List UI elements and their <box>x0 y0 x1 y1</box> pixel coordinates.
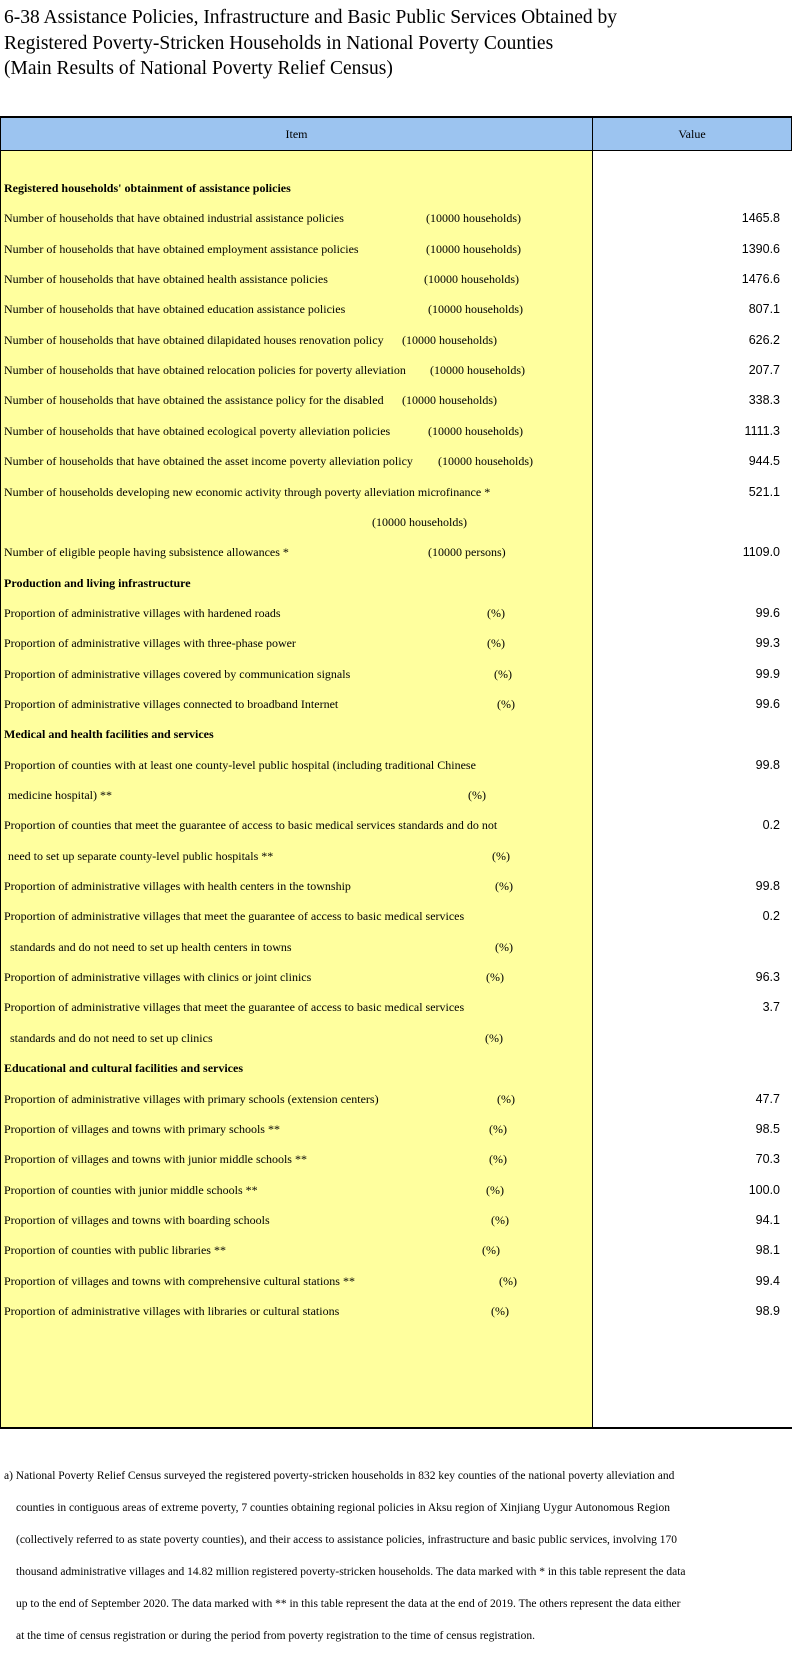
header-item: Item <box>1 118 592 150</box>
section-header-row <box>0 1052 792 1084</box>
item-value: 0.2 <box>762 909 780 924</box>
item-label: medicine hospital) ** <box>8 788 112 802</box>
item-label: Proportion of counties that meet the guarantee of access to basic medical services standards and do not <box>4 818 498 833</box>
header-rule <box>0 150 792 151</box>
table-row <box>0 233 792 265</box>
item-value: 3.7 <box>762 1000 780 1015</box>
table-row <box>0 263 792 295</box>
item-value: 99.8 <box>755 757 780 772</box>
item-value: 47.7 <box>755 1091 780 1106</box>
item-value: 99.8 <box>755 879 780 894</box>
footnote-line: at the time of census registration or during the period from poverty registration to the time of census registration. <box>16 1630 535 1642</box>
item-label: Proportion of villages and towns with junior middle schools ** <box>4 1152 307 1167</box>
table-row <box>0 324 792 356</box>
item-label: Proportion of administrative villages covered by communication signals <box>4 666 351 681</box>
item-unit: (10000 households) <box>428 423 523 438</box>
table-row <box>0 1204 792 1236</box>
item-label: Proportion of counties with public libraries ** <box>4 1243 226 1258</box>
item-unit: (%) <box>491 1212 509 1227</box>
item-label: Proportion of administrative villages connected to broadband Internet <box>4 696 339 711</box>
table-row <box>0 809 792 841</box>
table-row <box>0 1265 792 1297</box>
table-row <box>0 627 792 659</box>
item-label: Number of households that have obtained the assistance policy for the disabled <box>4 393 384 408</box>
section-title: Medical and health facilities and services <box>4 727 214 742</box>
title-line: 6-38 Assistance Policies, Infrastructure and Basic Public Services Obtained by <box>4 7 618 28</box>
item-value: 99.6 <box>755 605 780 620</box>
section-header-row <box>0 172 792 204</box>
table-row <box>0 658 792 690</box>
item-label: Number of households that have obtained relocation policies for poverty alleviation <box>4 363 406 378</box>
item-label: Number of households that have obtained dilapidated houses renovation policy <box>4 332 384 347</box>
item-label: need to set up separate county-level public hospitals ** <box>8 848 274 863</box>
item-unit: (%) <box>495 939 513 954</box>
footnote-line: counties in contiguous areas of extreme poverty, 7 counties obtaining regional policies in Aksu region of Xinjiang Uygur Autonomous Region <box>16 1502 670 1514</box>
table-row <box>0 900 792 932</box>
item-unit: (%) <box>486 1182 504 1197</box>
item-label: Proportion of villages and towns with primary schools ** <box>4 1121 280 1136</box>
table-row <box>0 597 792 629</box>
table-row <box>0 202 792 234</box>
section-header-row <box>0 567 792 599</box>
item-value: 98.5 <box>755 1121 780 1136</box>
item-label: Number of households that have obtained health assistance policies <box>4 272 328 287</box>
item-label: Number of households that have obtained industrial assistance policies <box>4 211 344 226</box>
footnote-line: up to the end of September 2020. The data marked with ** in this table represent the data at the end of 2019. The others represent the data either <box>16 1598 681 1610</box>
table-row <box>0 931 792 963</box>
section-header-row <box>0 718 792 750</box>
item-label: Proportion of administrative villages with clinics or joint clinics <box>4 970 312 985</box>
item-label: Proportion of villages and towns with boarding schools <box>4 1212 270 1227</box>
item-value: 98.1 <box>755 1243 780 1258</box>
table-row <box>0 749 792 781</box>
item-label: Number of households that have obtained ecological poverty alleviation policies <box>4 423 391 438</box>
item-value: 1390.6 <box>741 241 780 256</box>
table-row <box>0 870 792 902</box>
data-table <box>0 116 792 1429</box>
item-unit: (%) <box>497 696 515 711</box>
table-row <box>0 445 792 477</box>
item-unit: (10000 households) <box>426 241 521 256</box>
table-row <box>0 1083 792 1115</box>
header-value: Value <box>593 118 791 150</box>
item-unit: (%) <box>489 1121 507 1136</box>
item-value: 94.1 <box>755 1212 780 1227</box>
footnote-line: (collectively referred to as state poverty counties), and their access to assistance policies, infrastructure and basic public services, involving 170 <box>16 1534 678 1546</box>
title-line: Registered Poverty-Stricken Households in National Poverty Counties <box>4 32 554 54</box>
item-value: 70.3 <box>755 1152 780 1167</box>
page-title <box>4 5 784 82</box>
table-row <box>0 476 792 508</box>
table-row <box>0 1143 792 1175</box>
item-unit: (10000 persons) <box>428 545 506 560</box>
item-value: 98.9 <box>755 1303 780 1318</box>
table-row <box>0 1022 792 1054</box>
item-value: 1465.8 <box>741 211 780 226</box>
item-unit: (%) <box>487 636 505 651</box>
item-label: Proportion of administrative villages with health centers in the township <box>4 879 351 894</box>
item-unit: (%) <box>491 1303 509 1318</box>
item-label: Number of eligible people having subsistence allowances * <box>4 545 289 560</box>
table-row <box>0 415 792 447</box>
item-value: 99.4 <box>755 1273 780 1288</box>
item-label: Proportion of villages and towns with comprehensive cultural stations ** <box>4 1273 355 1288</box>
item-label: Proportion of administrative villages with primary schools (extension centers) <box>4 1091 379 1106</box>
item-unit: (%) <box>487 605 505 620</box>
item-unit: (10000 households) <box>430 363 525 378</box>
item-unit: (%) <box>468 788 486 802</box>
item-label: Number of households that have obtained education assistance policies <box>4 302 346 317</box>
footnote-line: a) National Poverty Relief Census surveyed the registered poverty-stricken households in 832 key counties of the national poverty alleviation and <box>4 1470 675 1482</box>
table-row <box>0 991 792 1023</box>
item-label: Proportion of administrative villages with libraries or cultural stations <box>4 1303 340 1318</box>
item-value: 207.7 <box>748 363 780 378</box>
item-label: Proportion of counties with junior middle schools ** <box>4 1182 258 1197</box>
section-title: Production and living infrastructure <box>4 575 191 590</box>
item-unit: (%) <box>485 1030 503 1045</box>
item-value: 626.2 <box>748 332 780 347</box>
section-title: Educational and cultural facilities and services <box>4 1061 244 1076</box>
table-row <box>0 536 792 568</box>
table-row <box>0 1295 792 1327</box>
item-value: 338.3 <box>748 393 780 408</box>
table-row <box>0 688 792 720</box>
item-label: standards and do not need to set up health centers in towns <box>10 939 292 954</box>
title-line: (Main Results of National Poverty Relief Census) <box>4 58 393 79</box>
item-value: 100.0 <box>748 1182 780 1197</box>
item-unit: (%) <box>482 1243 500 1258</box>
item-unit: (10000 households) <box>426 211 521 226</box>
table-row <box>0 293 792 325</box>
table-row <box>0 384 792 416</box>
item-value: 1111.3 <box>744 423 780 438</box>
table-row <box>0 779 792 811</box>
item-unit: (%) <box>492 848 510 863</box>
item-label: standards and do not need to set up clinics <box>10 1030 213 1045</box>
item-unit: (10000 households) <box>428 302 523 317</box>
item-unit: (%) <box>497 1091 515 1106</box>
item-value: 0.2 <box>762 818 780 833</box>
item-label: Proportion of counties with at least one county-level public hospital (including traditional Chinese <box>4 757 476 772</box>
item-value: 1476.6 <box>741 272 780 287</box>
item-label: Number of households that have obtained employment assistance policies <box>4 241 359 256</box>
footnote <box>4 1460 786 1652</box>
table-row <box>0 840 792 872</box>
table-row <box>0 1174 792 1206</box>
item-value: 1109.0 <box>742 545 780 560</box>
table-row <box>0 1113 792 1145</box>
item-unit: (%) <box>495 879 513 894</box>
item-value: 944.5 <box>748 454 780 469</box>
item-unit: (10000 households) <box>402 332 497 347</box>
item-label: Proportion of administrative villages that meet the guarantee of access to basic medical services <box>4 909 465 924</box>
item-label: Proportion of administrative villages with hardened roads <box>4 605 281 620</box>
item-value: 99.9 <box>755 666 780 681</box>
table-row <box>0 961 792 993</box>
section-title: Registered households' obtainment of assistance policies <box>4 181 291 195</box>
item-label: Proportion of administrative villages with three-phase power <box>4 636 296 651</box>
table-row <box>0 354 792 386</box>
footnote-line: thousand administrative villages and 14.82 million registered poverty-stricken households. The data marked with * in this table represent the data <box>16 1566 686 1578</box>
item-label: Proportion of administrative villages that meet the guarantee of access to basic medical services <box>4 1000 465 1015</box>
item-value: 96.3 <box>755 970 780 985</box>
item-label: Number of households developing new economic activity through poverty alleviation microfinance * <box>4 484 491 499</box>
item-value: 99.3 <box>755 636 780 651</box>
item-label: Number of households that have obtained the asset income poverty alleviation policy <box>4 454 413 469</box>
item-unit: (10000 households) <box>424 272 519 287</box>
item-value: 99.6 <box>755 696 780 711</box>
item-unit: (%) <box>486 970 504 985</box>
table-row <box>0 506 792 538</box>
item-value: 521.1 <box>748 484 780 499</box>
item-unit: (10000 households) <box>372 514 467 529</box>
item-unit: (10000 households) <box>438 454 533 469</box>
table-bottom-rule <box>0 1427 792 1429</box>
item-unit: (%) <box>494 666 512 681</box>
item-unit: (%) <box>489 1152 507 1167</box>
item-unit: (%) <box>499 1273 517 1288</box>
item-unit: (10000 households) <box>402 393 497 408</box>
table-row <box>0 1234 792 1266</box>
item-value: 807.1 <box>748 302 780 317</box>
